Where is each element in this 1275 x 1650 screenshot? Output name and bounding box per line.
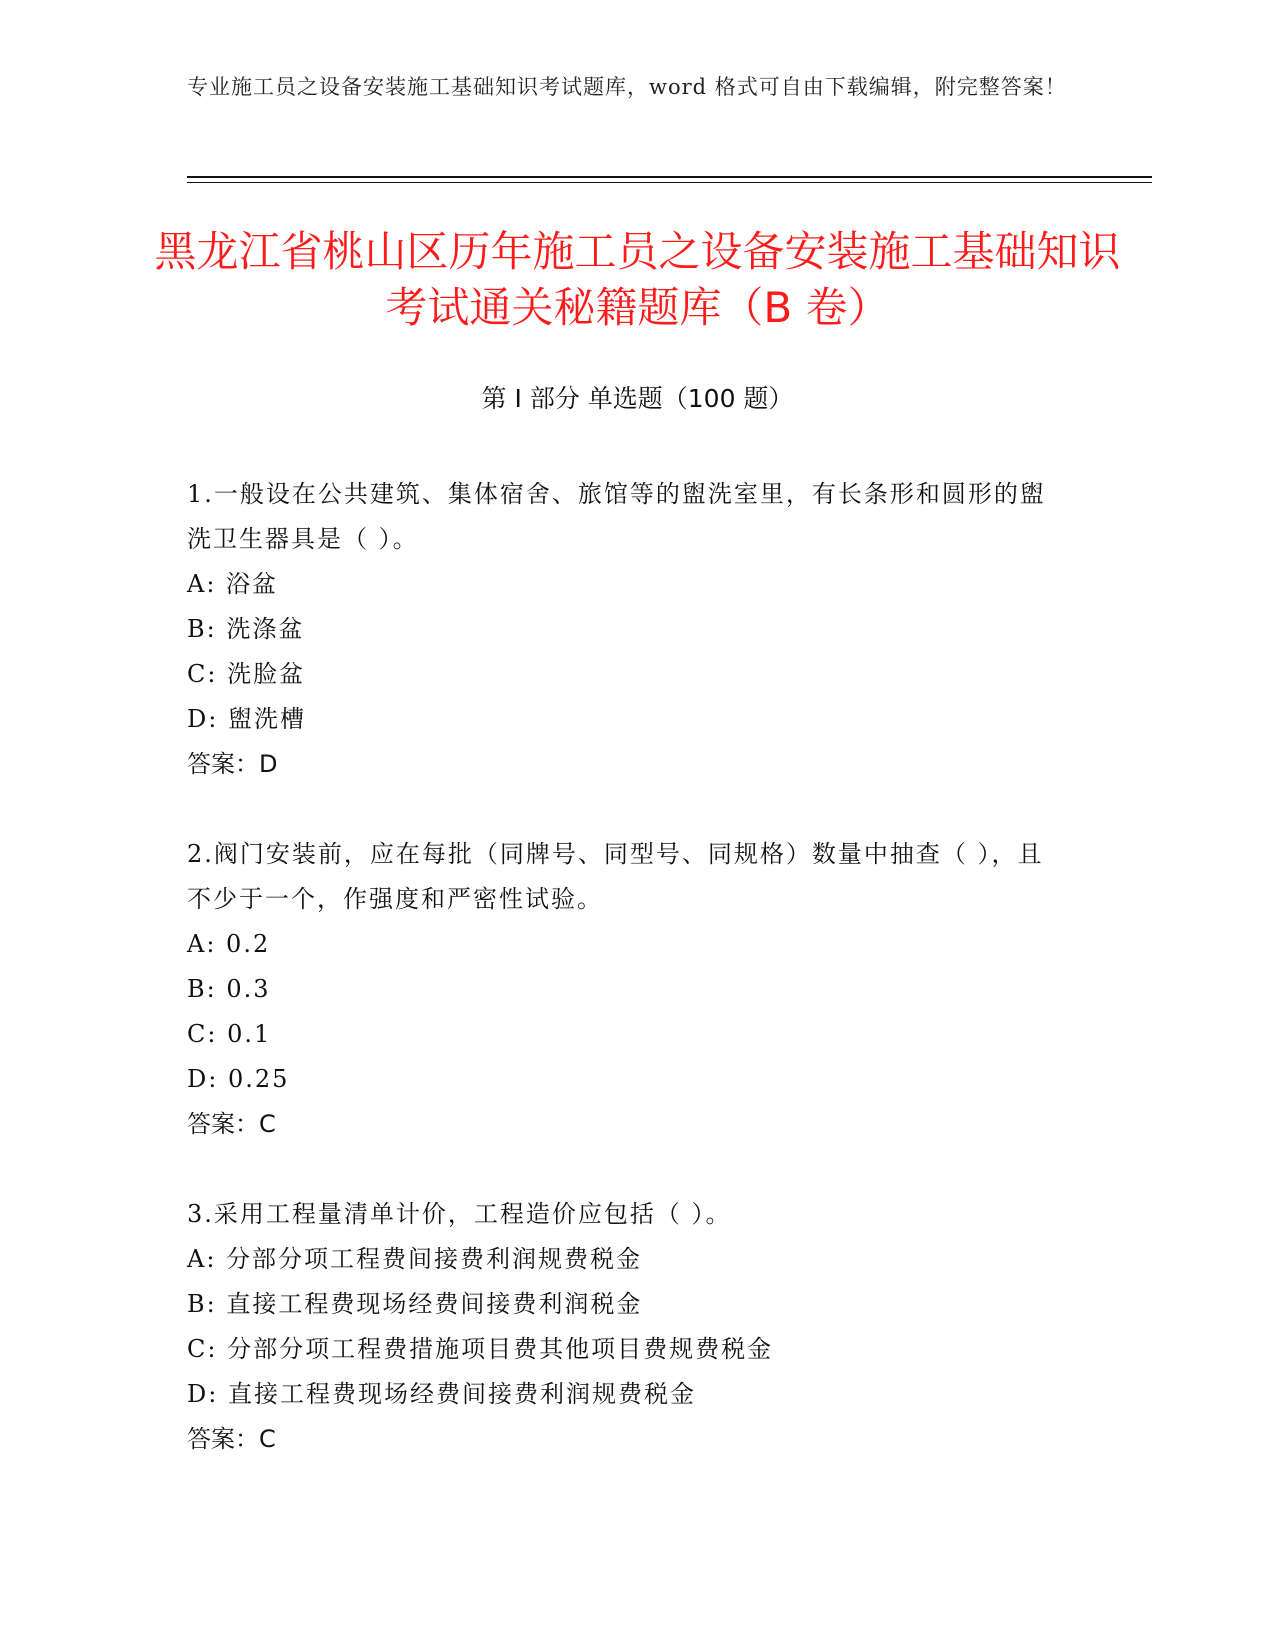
option-d: D: 盥洗槽 xyxy=(187,705,306,733)
option-b: B: 0.3 xyxy=(187,975,271,1003)
question-1 xyxy=(187,472,1067,787)
option-c: C: 分部分项工程费措施项目费其他项目费规费税金 xyxy=(187,1335,774,1363)
option-a: A: 浴盆 xyxy=(187,570,279,598)
header-rule-thin xyxy=(187,182,1152,183)
question-list xyxy=(187,472,1067,1507)
option-a: A: 0.2 xyxy=(187,930,271,958)
option-b: B: 直接工程费现场经费间接费利润税金 xyxy=(187,1290,643,1318)
answer: 答案：D xyxy=(187,750,278,778)
document-title: 黑龙江省桃山区历年施工员之设备安装施工基础知识考试通关秘籍题库（B 卷） xyxy=(154,227,1121,332)
option-c: C: 洗脸盆 xyxy=(187,660,306,688)
answer: 答案：C xyxy=(187,1110,276,1138)
question-text: 3.采用工程量清单计价，工程造价应包括（ ）。 xyxy=(187,1200,732,1228)
option-b: B: 洗涤盆 xyxy=(187,615,305,643)
question-text: 1.一般设在公共建筑、集体宿舍、旅馆等的盥洗室里，有长条形和圆形的盥洗卫生器具是（ ）。 xyxy=(187,480,1046,553)
section-title: 第 I 部分 单选题（100 题） xyxy=(481,384,794,413)
option-d: D: 直接工程费现场经费间接费利润规费税金 xyxy=(187,1380,696,1408)
header-rule-thick xyxy=(187,176,1152,178)
option-c: C: 0.1 xyxy=(187,1020,272,1048)
option-d: D: 0.25 xyxy=(187,1065,290,1093)
answer: 答案：C xyxy=(187,1425,276,1453)
question-3 xyxy=(187,1192,1067,1462)
question-text: 2.阀门安装前，应在每批（同牌号、同型号、同规格）数量中抽查（ ），且不少于一个，作强度和严密性试验。 xyxy=(187,840,1044,913)
option-a: A: 分部分项工程费间接费利润规费税金 xyxy=(187,1245,643,1273)
question-2 xyxy=(187,832,1067,1147)
header-note: 专业施工员之设备安装施工基础知识考试题库，word 格式可自由下载编辑，附完整答案！ xyxy=(187,75,1067,99)
